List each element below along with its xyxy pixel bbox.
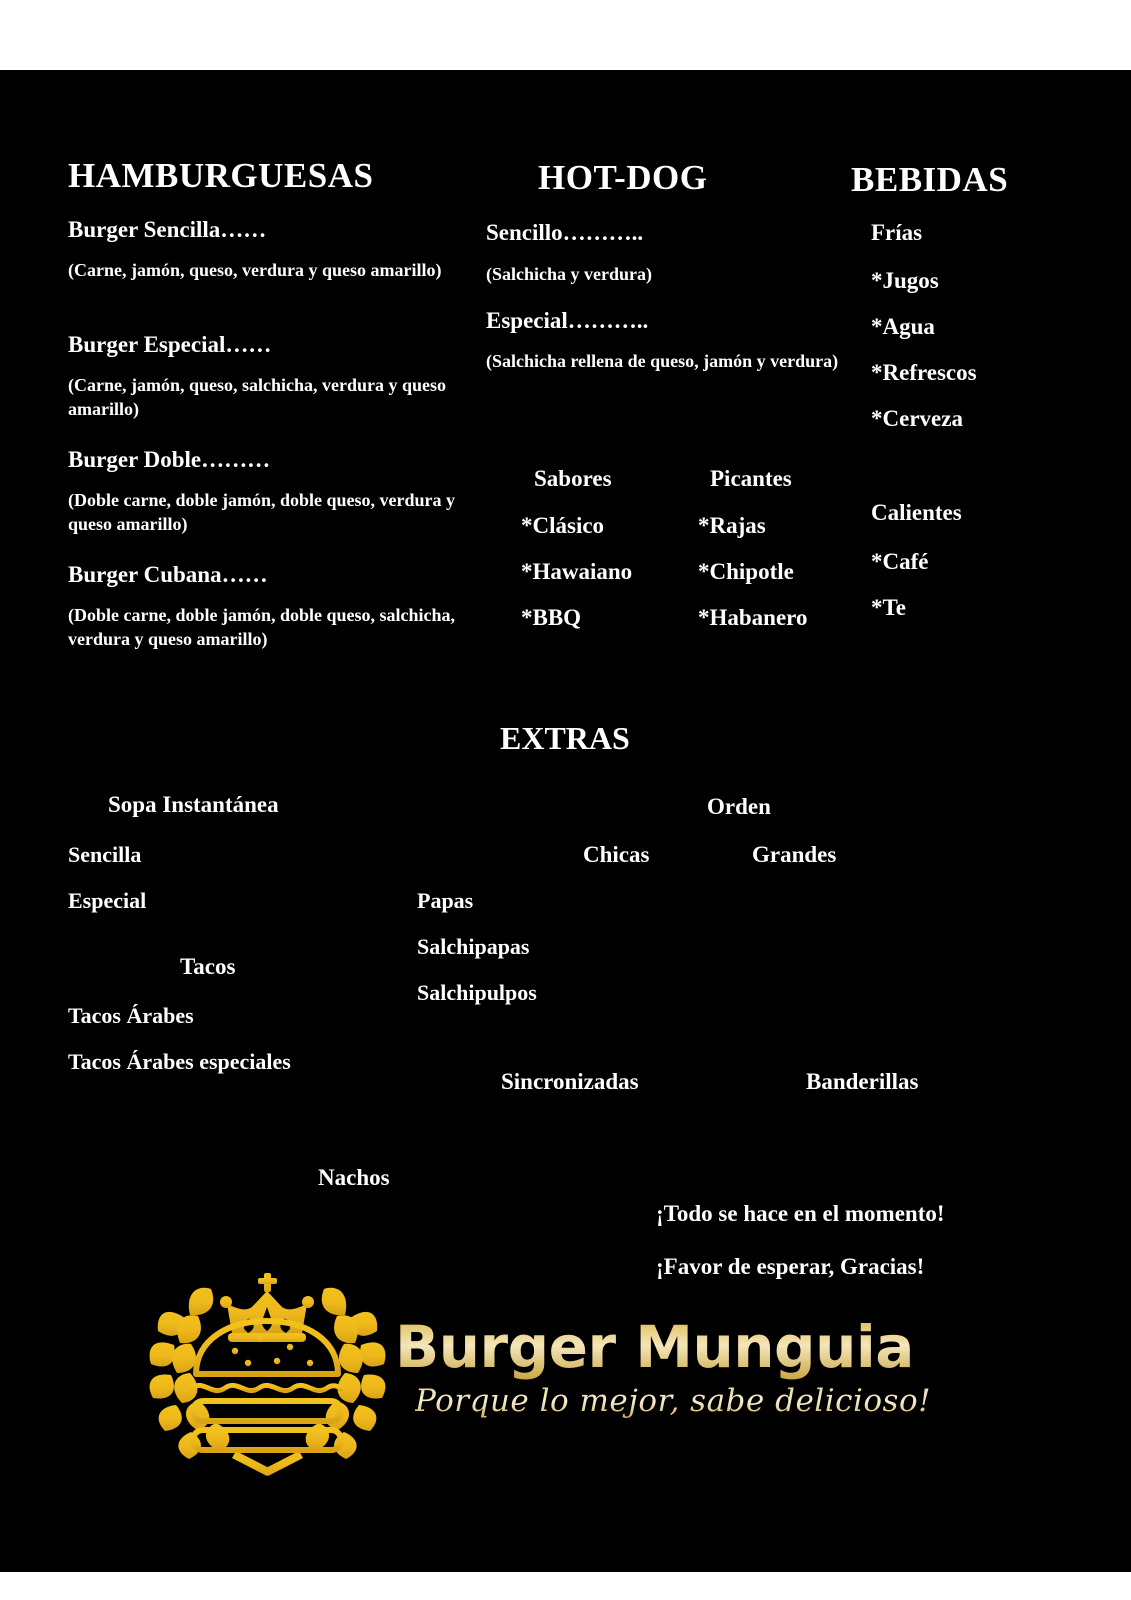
list-item: Tacos Árabes especiales bbox=[68, 1049, 291, 1074]
list-item: *Hawaiano bbox=[521, 559, 633, 584]
list-item-sincronizadas: Sincronizadas bbox=[501, 1069, 639, 1094]
menu-item-name: Burger Sencilla…… bbox=[68, 217, 267, 242]
section-title-extras: EXTRAS bbox=[500, 720, 630, 756]
list-item: *Chipotle bbox=[698, 559, 794, 584]
menu-item-name: Sencillo……….. bbox=[486, 220, 644, 245]
list-item: Tacos Árabes bbox=[68, 1003, 194, 1028]
brand-tagline: Porque lo mejor, sabe delicioso! bbox=[415, 1383, 932, 1419]
crowned-burger-laurel-icon bbox=[140, 1255, 395, 1480]
subsection-title-picantes: Picantes bbox=[710, 466, 792, 491]
list-item: *Agua bbox=[871, 314, 935, 339]
list-item: *Refrescos bbox=[871, 360, 977, 385]
menu-item-name: Burger Especial…… bbox=[68, 332, 272, 357]
list-item: *Café bbox=[871, 549, 929, 574]
section-title-bebidas: BEBIDAS bbox=[851, 160, 1009, 199]
subsection-title-frias: Frías bbox=[871, 220, 923, 245]
list-item: Especial bbox=[68, 888, 147, 913]
list-item: *Te bbox=[871, 595, 906, 620]
menu-item-name: Especial……….. bbox=[486, 308, 649, 333]
list-item: *Habanero bbox=[698, 605, 808, 630]
list-item: *Jugos bbox=[871, 268, 939, 293]
list-item: Salchipulpos bbox=[417, 980, 537, 1005]
list-item: *BBQ bbox=[521, 605, 582, 630]
subsection-title-orden: Orden bbox=[707, 794, 771, 819]
menu-item-description: (Doble carne, doble jamón, doble queso, verdura y queso amarillo) bbox=[68, 490, 455, 534]
subsection-title-calientes: Calientes bbox=[871, 500, 962, 525]
note-made-to-order: ¡Todo se hace en el momento! bbox=[656, 1201, 945, 1226]
section-title-hot-dog: HOT-DOG bbox=[538, 158, 708, 197]
brand-name: Burger Munguia bbox=[395, 1313, 914, 1381]
list-item-banderillas: Banderillas bbox=[806, 1069, 919, 1094]
list-item: *Clásico bbox=[521, 513, 605, 538]
list-item: Papas bbox=[417, 888, 474, 913]
list-item-nachos: Nachos bbox=[318, 1165, 390, 1190]
menu-page bbox=[0, 70, 1131, 1572]
subsection-title-sopa-instantanea: Sopa Instantánea bbox=[108, 792, 279, 817]
menu-item-description: (Doble carne, doble jamón, doble queso, salchicha, verdura y queso amarillo) bbox=[68, 605, 456, 649]
list-item: *Cerveza bbox=[871, 406, 963, 431]
menu-item-description: (Salchicha y verdura) bbox=[486, 264, 652, 284]
list-item: *Rajas bbox=[698, 513, 766, 538]
column-header-grandes: Grandes bbox=[752, 842, 837, 867]
menu-item-description: (Carne, jamón, queso, salchicha, verdura y queso amarillo) bbox=[68, 375, 447, 419]
menu-item-name: Burger Cubana…… bbox=[68, 562, 268, 587]
list-item: Salchipapas bbox=[417, 934, 530, 959]
brand-logo bbox=[140, 1255, 930, 1485]
menu-item-description: (Salchicha rellena de queso, jamón y verdura) bbox=[486, 351, 839, 371]
section-title-hamburguesas: HAMBURGUESAS bbox=[68, 156, 374, 195]
menu-item-description: (Carne, jamón, queso, verdura y queso amarillo) bbox=[68, 260, 442, 280]
subsection-title-sabores: Sabores bbox=[534, 466, 612, 491]
column-header-chicas: Chicas bbox=[583, 842, 650, 867]
subsection-title-tacos: Tacos bbox=[180, 954, 236, 979]
menu-item-name: Burger Doble……… bbox=[68, 447, 271, 472]
note-please-wait: ¡Favor de esperar, Gracias! bbox=[656, 1254, 925, 1279]
list-item: Sencilla bbox=[68, 842, 142, 867]
